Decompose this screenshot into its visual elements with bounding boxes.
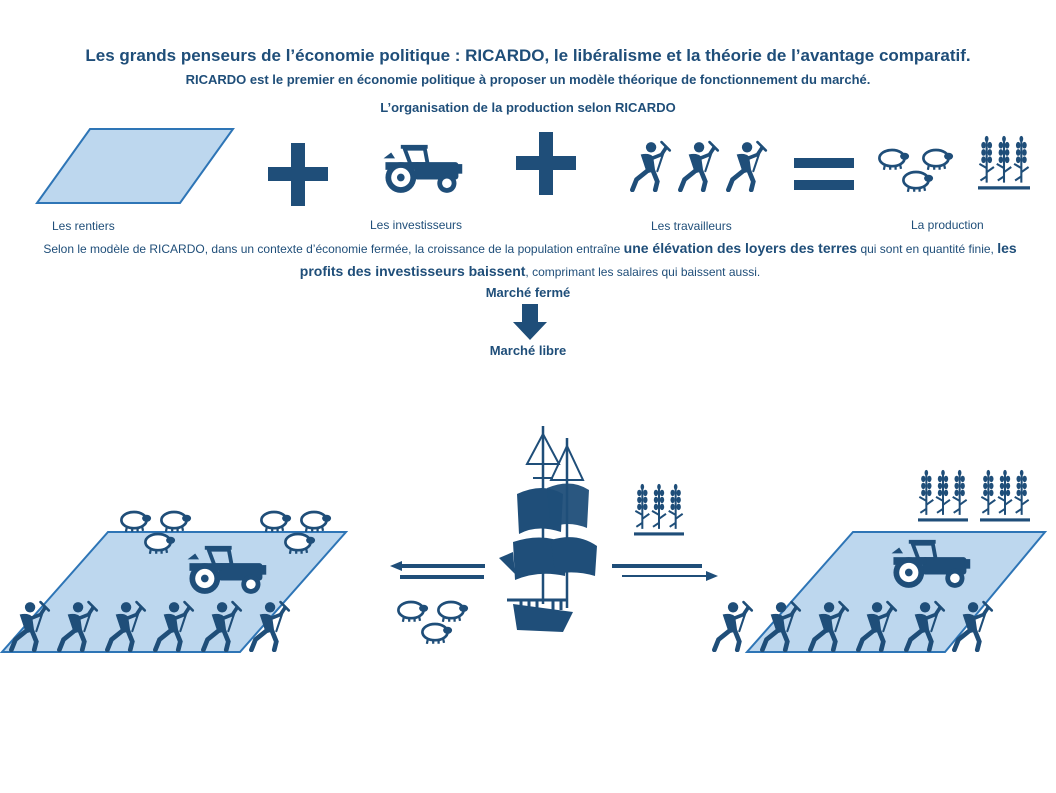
rentiers-label: Les rentiers: [52, 219, 115, 233]
description-part-1: Selon le modèle de RICARDO, dans un contexte d’économie fermée, la croissance de la population entraîne: [43, 242, 624, 256]
model-description: [20, 237, 1040, 283]
right-wheat-icon: [918, 464, 1034, 528]
description-highlight-rents: une élévation des loyers des terres: [623, 240, 858, 256]
tractor-icon: [372, 135, 468, 197]
page-title: Les grands penseurs de l’économie politique : RICARDO, le libéralisme et la théorie de l’avantage comparatif.: [85, 46, 971, 65]
equals-icon: [794, 158, 854, 192]
page-subtitle: RICARDO est le premier en économie politique à proposer un modèle théorique de fonctionnement du marché.: [185, 72, 871, 87]
description-part-3: qui sont en quantité finie,: [857, 242, 998, 256]
description-part-5: , comprimant les salaires qui baissent aussi.: [525, 265, 761, 279]
section-title: L’organisation de la production selon RICARDO: [380, 100, 676, 115]
right-workers-icon: [708, 600, 998, 652]
export-arrow-left-icon: [390, 561, 490, 581]
investisseurs-label: Les investisseurs: [370, 218, 463, 232]
traded-sheep-icon: [393, 600, 477, 646]
production-label: La production: [911, 218, 984, 232]
left-tractor-icon: [176, 536, 272, 598]
open-market-label: Marché libre: [489, 343, 567, 358]
traded-wheat-icon: [634, 480, 684, 540]
left-workers-icon: [5, 600, 295, 652]
down-arrow-icon: [513, 304, 547, 340]
plus-icon: [516, 132, 576, 195]
ship-icon: [497, 424, 609, 636]
closed-market-label: Marché fermé: [485, 285, 571, 300]
plus-icon: [268, 143, 328, 206]
workers-icon: [626, 140, 776, 192]
wheat-icon: [978, 132, 1030, 194]
right-tractor-icon: [880, 530, 976, 592]
land-parcel-icon: [35, 127, 235, 205]
sheep-icon: [874, 148, 958, 194]
description-highlight-profits: les profits des investisseurs baissent: [299, 240, 1017, 279]
export-arrow-right-icon: [608, 561, 720, 583]
travailleurs-label: Les travailleurs: [651, 219, 732, 233]
